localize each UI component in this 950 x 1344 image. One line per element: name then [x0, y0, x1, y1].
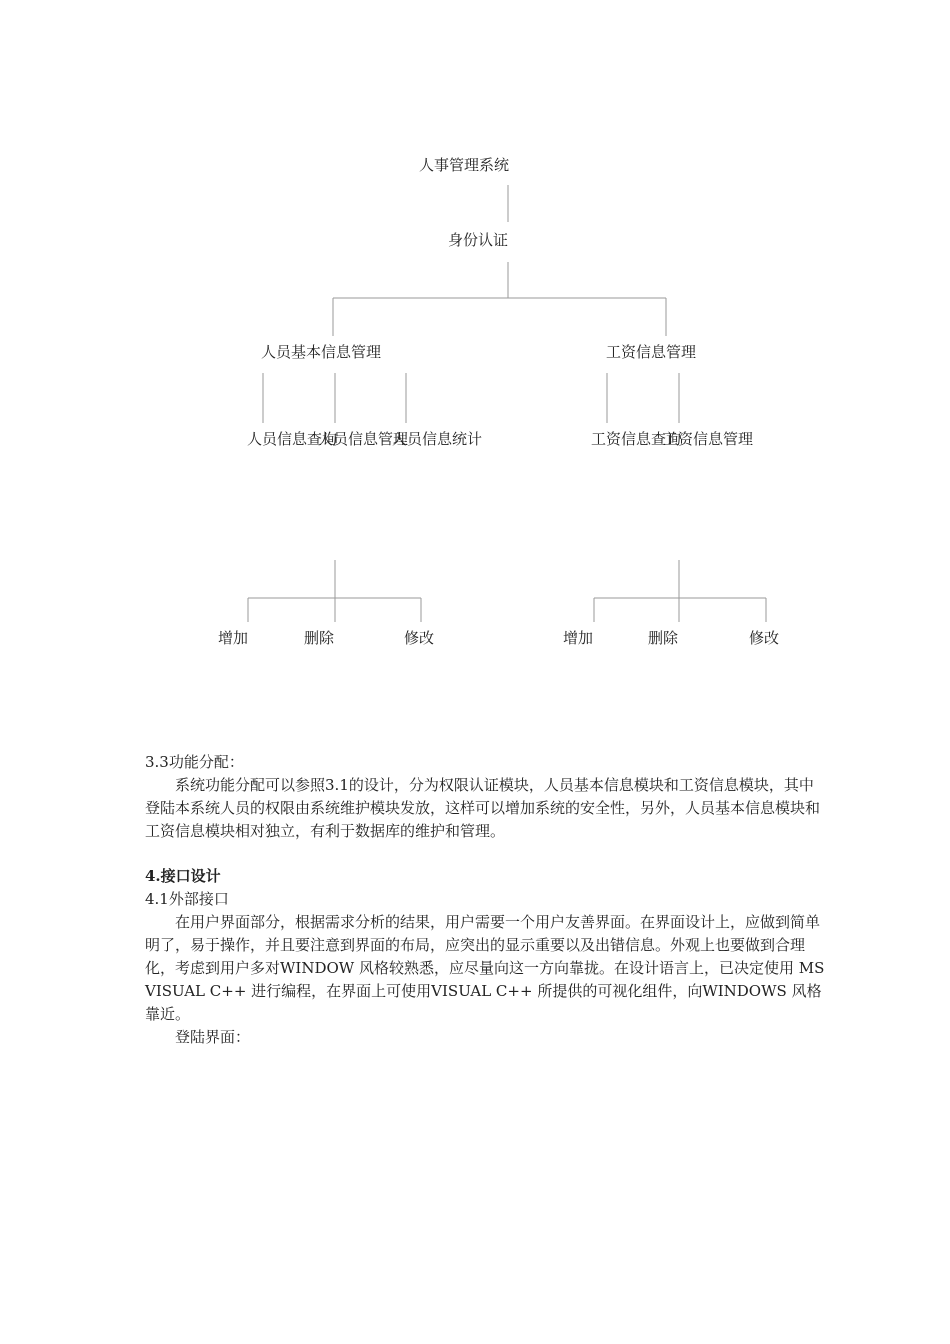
chart-auth-node: 身份认证	[448, 231, 509, 249]
section-3-3-paragraph: 系统功能分配可以参照3.1的设计，分为权限认证模块，人员基本信息模块和工资信息模块，其中登陆本系统人员的权限由系统维护模块发放，这样可以增加系统的安全性，另外，人员基本信息模块和工资信息模块相对独立，有利于数据库的维护和管理。	[145, 776, 821, 840]
login-screen-label: 登陆界面：	[175, 1028, 251, 1046]
chart-child-personnel-manage: 人员信息管理	[318, 430, 409, 448]
chart-action-delete-2: 删除	[648, 629, 679, 647]
chart-module-personnel: 人员基本信息管理	[261, 343, 382, 361]
chart-action-add-2: 增加	[563, 629, 594, 647]
chart-child-personnel-stats: 人员信息统计	[392, 430, 483, 448]
document-body	[145, 751, 825, 1049]
chart-root-node: 人事管理系统	[419, 156, 510, 174]
section-4-heading: 4.接口设计	[145, 867, 221, 885]
chart-action-modify-2: 修改	[749, 629, 780, 647]
chart-action-add-1: 增加	[218, 629, 249, 647]
section-3-3-heading: 3.3功能分配：	[145, 753, 244, 771]
chart-child-salary-manage: 工资信息管理	[663, 430, 754, 448]
chart-action-modify-1: 修改	[404, 629, 435, 647]
chart-action-delete-1: 删除	[304, 629, 335, 647]
section-4-1-paragraph: 在用户界面部分，根据需求分析的结果，用户需要一个用户友善界面。在界面设计上，应做到简单明了，易于操作，并且要注意到界面的布局，应突出的显示重要以及出错信息。外观上也要做到合理化，考虑到用户多对WINDOW 风格较熟悉，应尽量向这一方向靠拢。在设计语言上，已决定使用 MS VISUAL C++ 进行编程，在界面上可使用VISUAL C++ 所提供的可视化组件，向WINDOWS 风格靠近。	[145, 913, 825, 1023]
chart-child-personnel-query: 人员信息查询	[247, 430, 338, 448]
chart-module-salary: 工资信息管理	[606, 343, 697, 361]
chart-child-salary-query: 工资信息查询	[591, 430, 682, 448]
section-4-1-heading: 4.1外部接口	[145, 890, 229, 908]
